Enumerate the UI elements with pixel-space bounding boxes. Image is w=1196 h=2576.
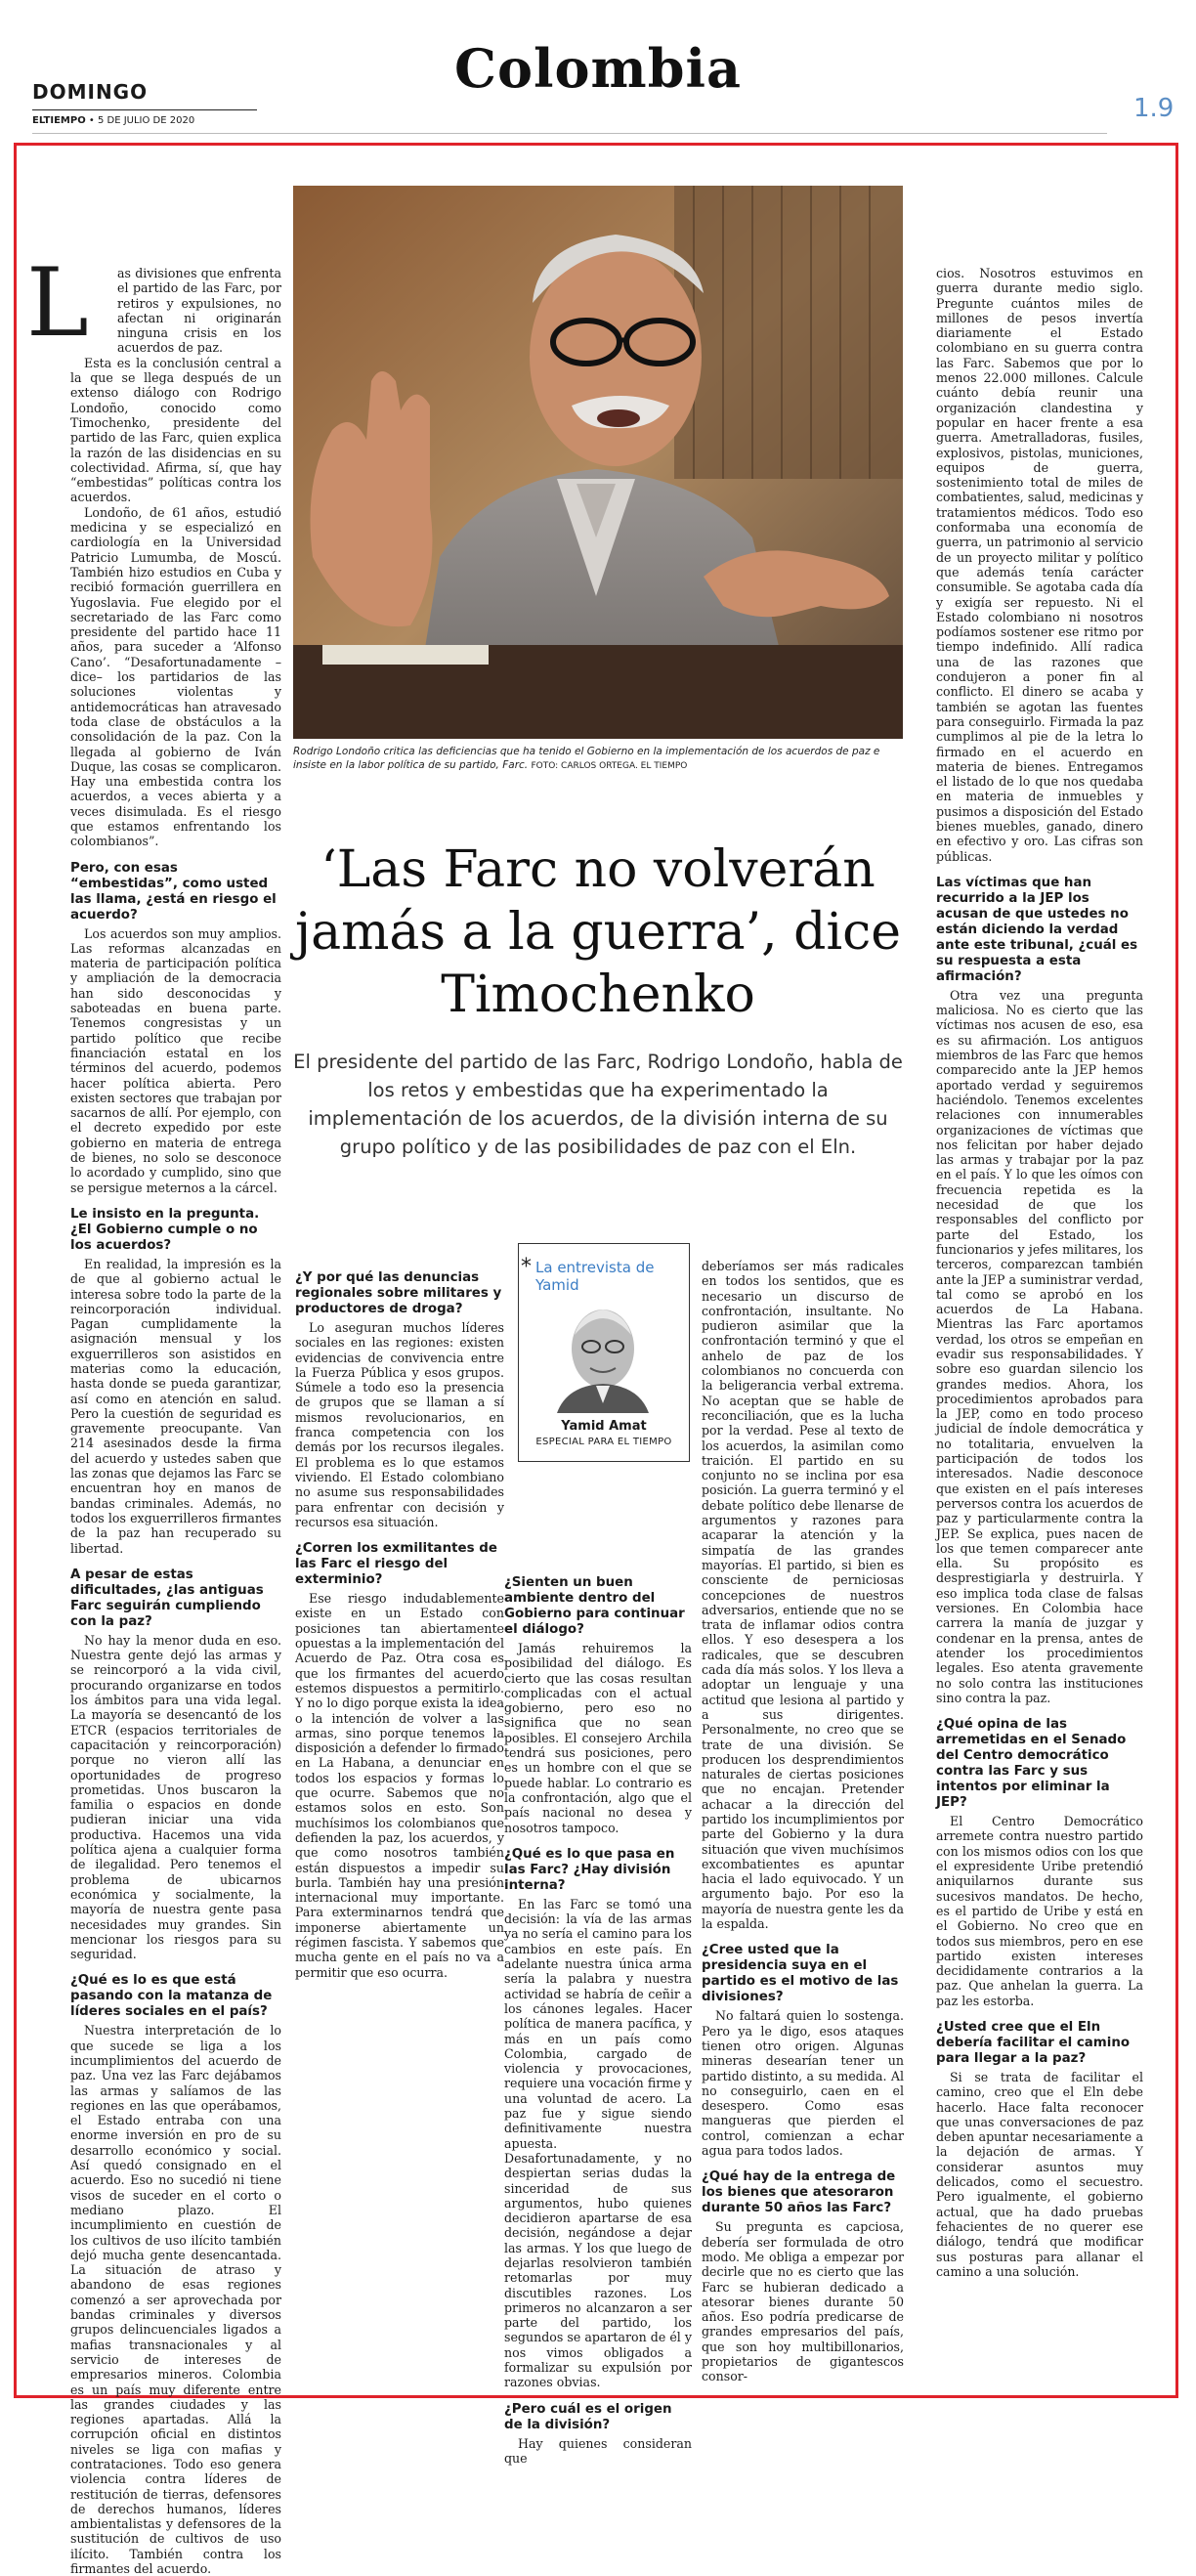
question: ¿Qué es lo es que está pasando con la matanza de líderes sociales en el país? <box>70 1973 273 2020</box>
answer: Nuestra interpretación de lo que sucede se liga a los incumplimientos del acuerdo de paz. Una vez las Farc dejábamos las armas y salíamos de las regiones en las que operábamos, el Estado entraba con una enorme inversión en pro de su desarrollo económico y social. Así quedó consignado en el acuerdo. Eso no sucedió ni tiene visos de suceder en el corto o mediano plazo. El incumplimiento en cuestión de los cultivos de uso ilícito también dejó mucha gente desencantada. La situación de atraso y abandono de esas regiones comenzó a ser aprovechada por bandas criminales y diversos grupos delincuenciales ligados a mafias transnacionales y al servicio de intereses de empresarios mineros. Colombia es un país muy diferente entre las grandes ciudades y las regiones apartadas. Allá la corrupción oficial en distintos niveles se liga con mafias y contrataciones. Todo eso genera violencia contra líderes de restitución de tierras, defensores de derechos humanos, líderes ambientalistas y defensores de la sustitución de cultivos de uso ilícito. También contra los firmantes del acuerdo. <box>70 2023 281 2576</box>
caption-text: Rodrigo Londoño critica las deficiencias que ha tenido el Gobierno en la implementación de los acuerdos de paz e insiste en la labor política de su partido, Farc. <box>293 746 880 771</box>
answer: Hay quienes consideran que <box>504 2435 692 2466</box>
question: ¿Y por qué las denuncias regionales sobre militares y productores de droga? <box>295 1270 502 1316</box>
body-paragraph: Londoño, de 61 años, estudió medicina y se especializó en cardiología en la Universidad Patricio Lumumba, de Moscú. También hizo estudios en Cuba y recibió formación guerrillera en Yugoslavia. Fue elegido por el secretariado de las Farc como presidente del partido hace 11 años, para suceder a ‘Alfonso Cano’. “Desafortunadamente –dice– los partidarios de las soluciones violentas y antidemocráticas han atravesado toda clase de obstáculos a la consolidación de la paz. Con la llegada al gobierno de Iván Duque, las cosas se complicaron. Hay una embestida contra los acuerdos, a veces abierta y a veces disimulada. Es el riesgo que estamos enfrentando los colombianos”. <box>70 504 281 849</box>
question: Le insisto en la pregunta. ¿El Gobierno cumple o no los acuerdos? <box>70 1206 260 1253</box>
question: A pesar de estas dificultades, ¿las antiguas Farc seguirán cumpliendo con la paz? <box>70 1567 264 1629</box>
question: ¿Corren los exmilitantes de las Farc el riesgo del exterminio? <box>295 1541 497 1588</box>
question: ¿Usted cree que el Eln debería facilitar el camino para llegar a la paz? <box>936 2019 1131 2066</box>
question: ¿Qué es lo que pasa en las Farc? ¿Hay división interna? <box>504 1846 675 1893</box>
article-column-5 <box>936 266 1143 2279</box>
article-column-4 <box>702 1259 904 2384</box>
article-column-2 <box>295 1259 504 1980</box>
paper-name: ELTIEMPO <box>32 115 86 126</box>
answer: El Centro Democrático arremete contra nuestro partido con los mismos odios con los que el expresidente Uribe pretendió aniquilarnos durante sus sucesivos mandatos. De hecho, es el partido de Uribe y está en el Gobierno. No creo que en todos sus miembros, pero en ese partido existen intereses decididamente contrarios a la paz. Que anhelan la guerra. La paz les estorba. <box>936 1814 1143 2008</box>
lead-text: as divisiones que enfrenta el partido de las Farc, por retiros y expulsiones, no afectan ni originarán ninguna crisis en los acuerdos de paz. <box>117 266 281 356</box>
answer: Los acuerdos son muy amplios. Las reformas alcanzadas en materia de participación política y ampliación de la democracia han sido desconocidas y saboteadas en buena parte. Tenemos congresistas y un partido político que recibe financiación estatal en los términos del acuerdo, podemos hacer política abierta. Pero existen sectores que trabajan por sacarnos de allí. Por ejemplo, con el decreto expedido por este gobierno en materia de entrega de bienes, no solo se desconoce lo acordado y cumplido, sino que se persigue meternos a la cárcel. <box>70 925 281 1195</box>
drop-cap: L <box>26 248 89 358</box>
masthead-rule-under <box>32 133 1107 134</box>
question: ¿Sienten un buen ambiente dentro del Gobierno para continuar el diálogo? <box>504 1575 685 1637</box>
star-icon: * <box>521 1255 532 1279</box>
photo-credit: FOTO: CARLOS ORTEGA. EL TIEMPO <box>531 761 688 771</box>
lead-paragraph <box>26 248 281 358</box>
headline: ‘Las Farc no volverán jamás a la guerra’, dice Timochenko <box>294 840 901 1024</box>
columnist-name: Yamid Amat <box>561 1419 647 1434</box>
portrait-illustration <box>547 1296 659 1413</box>
answer: Su pregunta es capciosa, debería ser formulada de otro modo. Me obliga a empezar por decirle que no es cierto que las Farc se hubieran dedicado a atesorar bienes durante 50 años. Eso podría predicarse de grandes empresarios del país, que son hoy multibillonarios, propietarios de gigantescos consor- <box>702 2219 904 2384</box>
columnist-portrait <box>547 1296 659 1413</box>
answer: Ese riesgo indudablemente existe en un Estado con posiciones tan abiertamente opuestas a la implementación del Acuerdo de Paz. Otra cosa es que los firmantes del acuerdo estemos dispuestos a permitirlo. Y no lo digo porque exista la idea o la intención de volver a las armas, sino porque tenemos la disposición a defender lo firmado en La Habana, a denunciar en todos los espacios y formas lo que ocurre. Sabemos que no estamos solos en esto. Son muchísimos los colombianos que defienden la paz, los acuerdos, y que como nosotros también están dispuestos a impedir su burla. También hay una presión internacional muy importante. Para exterminarnos tendrá que imponerse abiertamente un régimen fascista. Y sabemos que mucha gente en el país no va a permitir que eso ocurra. <box>295 1591 504 1980</box>
body-paragraph: Esta es la conclusión central a la que se llega después de un extenso diálogo con Rodrigo Londoño, conocido como Timochenko, presidente del partido de las Farc, quien explica la razón de las disidencias en su colectividad. Afirma, sí, que hay “embestidas” políticas contra los acuerdos. <box>70 355 281 505</box>
columnist-role: ESPECIAL PARA EL TIEMPO <box>535 1437 672 1447</box>
answer: No hay la menor duda en eso. Nuestra gente dejó las armas y se reincorporó a la vida civil, procurando organizarse en todos los ámbitos para una vida legal. La mayoría se desencantó de los ETCR (espacios territoriales de capacitación y reincorporación) porque no vieron allí las oportunidades de progreso prometidas. Unos buscaron la familia o espacios en donde pudieran iniciar una vida productiva. Hacemos una vida política ajena a cualquier forma de ilegalidad. Pero tenemos el problema de ubicarnos económica y socialmente, la mayoría de nuestra gente pasa necesidades muy grandes. Sin mencionar los riesgos para su seguridad. <box>70 1632 281 1962</box>
columnist-box-title: La entrevista de Yamid <box>535 1259 655 1294</box>
answer: Otra vez una pregunta maliciosa. No es cierto que las víctimas nos acusen de eso, esa es su afirmación. Los antiguos miembros de las Farc que hemos comparecido ante la JEP hemos aportado verdad y seguiremos haciéndolo. Tenemos excelentes relaciones con innumerables organizaciones de víctimas que nos felicitan por haber dejado las armas y trabajar por la paz en el país. Y lo que les oímos con frecuencia repetida es la necesidad de que los responsables del conflicto por parte del Estado, los funcionarios y jefes militares, los terceros, comparezcan también ante la JEP a suministrar verdad, tal como se aprobó en los acuerdos de La Habana. Mientras las Farc aportamos verdad, los otros se empeñan en evadir sus responsabilidades. Y sobre eso guardan silencio los grandes medios. Ahora, los procedimientos aprobados para la JEP, como en todo proceso judicial de índole democrática y no totalitaria, envuelven la participación de todos los interesados. Nadie desconoce que existen en el país intereses perversos contra los acuerdos de paz y particularmente contra la JEP. Se explica, pues nacen de los que temen comparecer ante ella. Su propósito es desprestigiarla y destruirla. Y eso implica toda clase de falsas versiones. En Colombia hace carrera la manía de juzgar y condenar en la prensa, antes de atender los procedimientos legales. Eso atenta gravemente no solo contra las instituciones sino contra la paz. <box>936 987 1143 1705</box>
masthead-rule-left <box>32 109 257 110</box>
photo-caption <box>293 745 903 773</box>
article-column-1 <box>26 248 281 2576</box>
question: Las víctimas que han recurrido a la JEP los acusan de que ustedes no están diciendo la verdad ante este tribunal, ¿cuál es su respuesta a esta afirmación? <box>936 875 1138 984</box>
dateline: ELTIEMPO • 5 DE JULIO DE 2020 <box>32 115 195 126</box>
page-number: 1.9 <box>1133 94 1175 123</box>
body-paragraph: deberíamos ser más radicales en todos los sentidos, que es necesario un discurso de confrontación, insultante. No pudieron asimilar que la confrontación terminó y que el anhelo de paz de los colombianos no concuerda con la beligerancia verbal extrema. No aceptan que se hable de reconciliación, que es la lucha por la verdad. Pese al texto de los acuerdos, la asimilan como traición. El partido en su conjunto no se inclina por esa posición. La guerra terminó y el debate político debe llenarse de argumentos y razones para acaparar la atención y la simpatía de las grandes mayorías. El partido, si bien es consciente de perniciosas concepciones de nuestros adversarios, entiende que no se trata de inflamar odios contra ellos. Y eso desespera a los radicales, que se descubren cada día más solos. Y los lleva a adoptar un lenguaje y una actitud que lesiona al partido y a sus dirigentes. Personalmente, no creo que se trate de una división. Se producen los desprendimientos naturales de ciertas posiciones que no encajan. Pretender achacar a la dirección del partido los incumplimientos por parte del Gobierno y la dura situación que viven muchísimos excombatientes es apuntar hacia el lado equivocado. Y un argumento bajo. Por eso la mayoría de nuestra gente les da la espalda. <box>702 1259 904 1932</box>
body-paragraph: cios. Nosotros estuvimos en guerra durante medio siglo. Pregunte cuántos miles de millones de pesos invertía diariamente el Estado colombiano en su guerra contra las Farc. Sabemos que por lo menos 22.000 millones. Calcule cuánto debía reunir una organización clandestina y popular en hacer frente a esa guerra. Ametralladoras, fusiles, explosivos, pistolas, municiones, equipos de guerra, sostenimiento total de miles de combatientes, salud, medicinas y tratamientos médicos. Todo eso conformaba una economía de guerra, un patrimonio al servicio de un proyecto militar y político que además tenía carácter consumible. Se agotaba cada día y exigía ser repuesto. Ni el Estado colombiano ni nosotros podíamos sostener ese ritmo por tiempo indefinido. Allí radica una de las razones que condujeron a poner fin al conflicto. El dinero se acaba y también se agotan las fuentes para conseguirlo. Firmada la paz cumplimos al pie de la letra lo firmado en el acuerdo en materia de bienes. Entregamos el listado de lo que nos quedaba en materia de inmuebles y pusimos a disposición del Estado bienes muebles, ganado, dinero en efectivo y oro. Las cifras son públicas. <box>936 266 1143 864</box>
issue-date: 5 DE JULIO DE 2020 <box>97 115 195 126</box>
answer: En realidad, la impresión es la de que al gobierno actual le interesa sobre todo la parte de la reincorporación individual. Pagan cumplidamente la asignación mensual y los exguerrilleros son asistidos en materias como la educación, hasta donde se pueda garantizar, así como en atención en salud. Pero la cuestión de seguridad es gravemente preocupante. Van 214 asesinados desde la firma del acuerdo y ustedes saben que las zonas que dejamos las Farc se encuentran hoy en manos de bandas criminales. Además, no todos los exguerrilleros firmantes de la paz han recuperado su libertad. <box>70 1256 281 1556</box>
question: ¿Qué opina de las arremetidas en el Senado del Centro democrático contra las Farc y sus intentos por eliminar la JEP? <box>936 1717 1127 1811</box>
answer: Jamás rehuiremos la posibilidad del diálogo. Es cierto que las cosas resultan complicadas con el actual gobierno, pero eso no significa que no sean posibles. El consejero Archila tendrá sus posiciones, pero es un hombre con el que se puede hablar. Lo contrario es la confrontación, algo que el país nacional no desea y nosotros tampoco. <box>504 1641 692 1835</box>
article-photo <box>293 186 903 739</box>
question: ¿Qué hay de la entrega de los bienes que atesoraron durante 50 años las Farc? <box>702 2169 896 2216</box>
article-column-3 <box>504 1575 692 2466</box>
answer: No faltará quien lo sostenga. Pero ya le digo, esos ataques tienen otro origen. Algunas mineras desearían tener un partido distinto, a su medida. Al no conseguirlo, caen en el desespero. Como esas mangueras que pierden el control, comienzan a echar agua para todos lados. <box>702 2008 904 2159</box>
question: ¿Cree usted que la presidencia suya en el partido es el motivo de las divisiones? <box>702 1943 899 2005</box>
deck: El presidente del partido de las Farc, Rodrigo Londoño, habla de los retos y embestidas que ha experimentado la implementación de los acuerdos, de la división interna de su grupo político y de las posibilidades de paz con el Eln. <box>293 1051 903 1158</box>
answer: Lo aseguran muchos líderes sociales en las regiones: existen evidencias de convivencia entre la Fuerza Pública y esos grupos. Súmele a todo eso la presencia de grupos que se llaman a sí mismos revolucionarios, en franca competencia con los demás por los recursos ilegales. El problema es lo que estamos viviendo. El Estado colombiano no asume sus responsabilidades para enfrentar con decisión y recursos esa situación. <box>295 1320 504 1529</box>
question: ¿Pero cuál es el origen de la división? <box>504 2401 672 2432</box>
section-day: DOMINGO <box>32 80 149 104</box>
section-title: Colombia <box>454 37 742 100</box>
photo-illustration <box>293 186 903 739</box>
question: Pero, con esas “embestidas”, como usted las llama, ¿está en riesgo el acuerdo? <box>70 860 277 923</box>
answer: En las Farc se tomó una decisión: la vía de las armas ya no sería el camino para los cambios en este país. En adelante nuestra única arma sería la palabra y nuestra actividad se habría de ceñir a los cánones legales. Hacer política de manera pacífica, y más en un país como Colombia, cargado de violencia y provocaciones, requiere una vocación firme y una voluntad de acero. La paz fue y sigue siendo definitivamente nuestra apuesta. Desafortunadamente, y no despiertan serias dudas la sinceridad de sus argumentos, hubo quienes decidieron apartarse de esa decisión, negándose a dejar las armas. Y los que luego de dejarlas resolvieron también retomarlas por muy discutibles razones. Los primeros no alcanzaron a ser parte del partido, los segundos se apartaron de él y nos vimos obligados a formalizar su expulsión por razones obvias. <box>504 1896 692 2390</box>
answer: Si se trata de facilitar el camino, creo que el Eln debe hacerlo. Hace falta reconocer que unas conversaciones de paz deben apuntar necesariamente a la dejación de armas. Y considerar asuntos muy delicados, como el secuestro. Pero igualmente, el gobierno actual, que ha dado pruebas fehacientes de no querer ese diálogo, tendrá que modificar sus posturas para allanar el camino a una solución. <box>936 2069 1143 2279</box>
